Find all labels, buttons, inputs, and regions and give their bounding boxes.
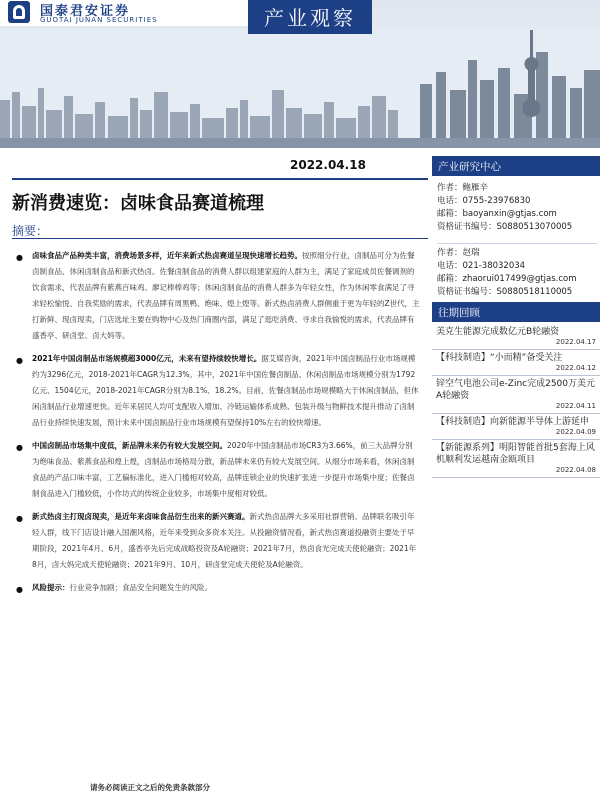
risk-text: 行业竞争加剧；食品安全问题发生的风险。 [69,583,212,592]
past-issues-list [432,324,600,478]
past-issue-link[interactable]: 美克生能源完成数亿元B轮融资 [436,327,560,337]
past-issue-link[interactable]: 【科技制造】向新能源半导体上游延申 [436,417,590,427]
bullet-icon: ● [16,585,23,594]
abstract-label: 摘要： [12,224,49,238]
author-name: 作者：赵瑞 [437,248,480,258]
past-issue-date: 2022.04.17 [555,338,596,346]
past-issue-link[interactable]: 锌空气电池公司e-Zinc完成2500万美元A轮融资 [436,379,596,401]
past-issue-link[interactable]: 【科技制造】“小而精”备受关注 [436,353,563,363]
past-issue-date: 2022.04.11 [555,402,596,410]
author-block [437,247,597,299]
report-title: 新消费速览：卤味食品赛道梳理 [12,193,264,214]
author-block [437,182,597,234]
bullet-icon: ● [16,443,23,452]
bullet-text: 据艾媒咨询，2021年中国卤制品行业市场规模约为3296亿元，2018-2021年CAGR为12.3%。其中，2021年中国佐餐卤制品、休闲卤制品市场规模分别为1792亿元、1504亿元，2018-2021年CAGR分别为8.1%、18.2%。目前，佐餐卤制品市场规模略大于休闲卤制品，但休闲卤制品行业增速更快。近年来居民人均可支配收入增加、冷链运输体系成熟、包装升级与物鲜技术提升推动了卤制品行业持续快速发展，预计未来中国卤制品行业市场规模有望保持10%左右的较快增速。 [32,354,419,427]
company-name-en: GUOTAI JUNAN SECURITIES [40,16,158,24]
list-item [432,324,600,350]
list-item [14,248,420,344]
section-title: 产业观察 [264,6,356,30]
city-skyline-image [0,30,600,148]
author-phone: 电话：021-38032034 [437,261,526,271]
bullet-lead: 卤味食品产品种类丰富，消费场景多样，近年来新式热卤赛道呈现快速增长趋势。 [32,251,302,260]
past-issue-date: 2022.04.09 [555,428,596,436]
bullet-text: 2020年中国卤制品市场CR3为3.66%，前三大品牌分别为绝味食品、紫燕食品和煌上煌，卤制品市场格局分散，新品牌未来仍有较大发展空间。从细分市场来看，休闲卤制食品的产品口味丰富，工艺偏标准化，进入门槛相对较高，品牌连锁企业的快速扩张进一步提升市场集中度；佐餐卤制食品进入门槛较低，小作坊式的传统企业较多，市场集中度相对较低。 [32,441,415,498]
bullet-text: 按照细分行业，卤制品可分为佐餐卤制食品、休闲卤制食品和新式热卤。佐餐卤制食品的消费人群以组建家庭的人群为主，满足了家庭成员佐餐调剂的饮食需求，代表品牌有紫燕百味鸡、廖记棒棒鸡等；休闲卤制食品的消费人群多为年轻女性，作为休闲零食满足了寻求轻松愉悦、自我奖励的需求，代表品牌有周黑鸭、绝味、煌上煌等。新式热卤消费人群侧重于更为年轻的Z世代，主打新鲜、现卤现卖，门店选址主要在购物中心及热门商圈内部，满足了逛吃消费、寻求自我愉悦的需求，代表品牌有盛香亭、研卤堂、卤大妈等。 [32,251,420,340]
list-item [14,580,420,596]
list-item [432,414,600,440]
divider [437,243,597,244]
bullet-lead: 新式热卤主打现卤现卖，是近年来卤味食品衍生出来的新兴赛道。 [32,512,250,521]
past-issues-title: 往期回顾 [438,307,480,319]
list-item [14,438,420,502]
author-email[interactable]: 邮箱：zhaorui017499@gtjas.com [437,274,577,284]
research-center-title: 产业研究中心 [438,161,501,173]
risk-label: 风险提示： [32,583,70,592]
divider [12,238,428,239]
author-email[interactable]: 邮箱：baoyanxin@gtjas.com [437,209,557,219]
footer-disclaimer: 请务必阅读正文之后的免责条款部分 [90,783,210,792]
section-tab [248,0,372,34]
author-license: 资格证书编号：S0880518110005 [437,287,573,297]
past-issue-date: 2022.04.12 [555,364,596,372]
list-item [14,351,420,431]
list-item [14,509,420,573]
list-item [432,376,600,414]
logo-area [0,0,248,26]
bullet-lead: 中国卤制品市场集中度低，新品牌未来仍有较大发展空间。 [32,441,227,450]
past-issue-date: 2022.04.08 [555,466,596,474]
past-issues-header [432,302,600,322]
abstract-list [14,248,420,603]
company-logo-icon [8,1,30,23]
list-item [432,440,600,478]
bullet-icon: ● [16,514,23,523]
divider [12,178,428,180]
list-item [432,350,600,376]
past-issue-link[interactable]: 【新能源系列】明阳智能首批5套海上风机顺利发运越南金瓯项目 [436,443,595,465]
bullet-icon: ● [16,356,23,365]
author-license: 资格证书编号：S0880513070005 [437,222,573,232]
bullet-icon: ● [16,253,23,262]
author-phone: 电话：0755-23976830 [437,196,531,206]
bullet-lead: 2021年中国卤制品市场规模超3000亿元，未来有望持续较快增长。 [32,354,262,363]
header-banner [0,0,600,148]
bullet-text: 新式热卤品牌大多采用社群营销、品牌联名吸引年轻人群，线下门店设计融入国潮风格，近年来受到众多资本关注。从投融资情况看，新式热卤赛道投融资主要处于早期阶段，2021年4月、6月，盛香亭先后完成战略投资及A轮融资；2021年7月，热卤食光完成天使轮融资；2021年8月，卤大妈完成天使轮融资；2021年9月、10月，研卤堂完成天使轮及A轮融资。 [32,512,417,569]
research-center-header [432,156,600,176]
author-name: 作者：鲍雁辛 [437,183,489,193]
report-date: 2022.04.18 [290,158,366,172]
company-name-cn: 国泰君安证券 [40,4,131,19]
